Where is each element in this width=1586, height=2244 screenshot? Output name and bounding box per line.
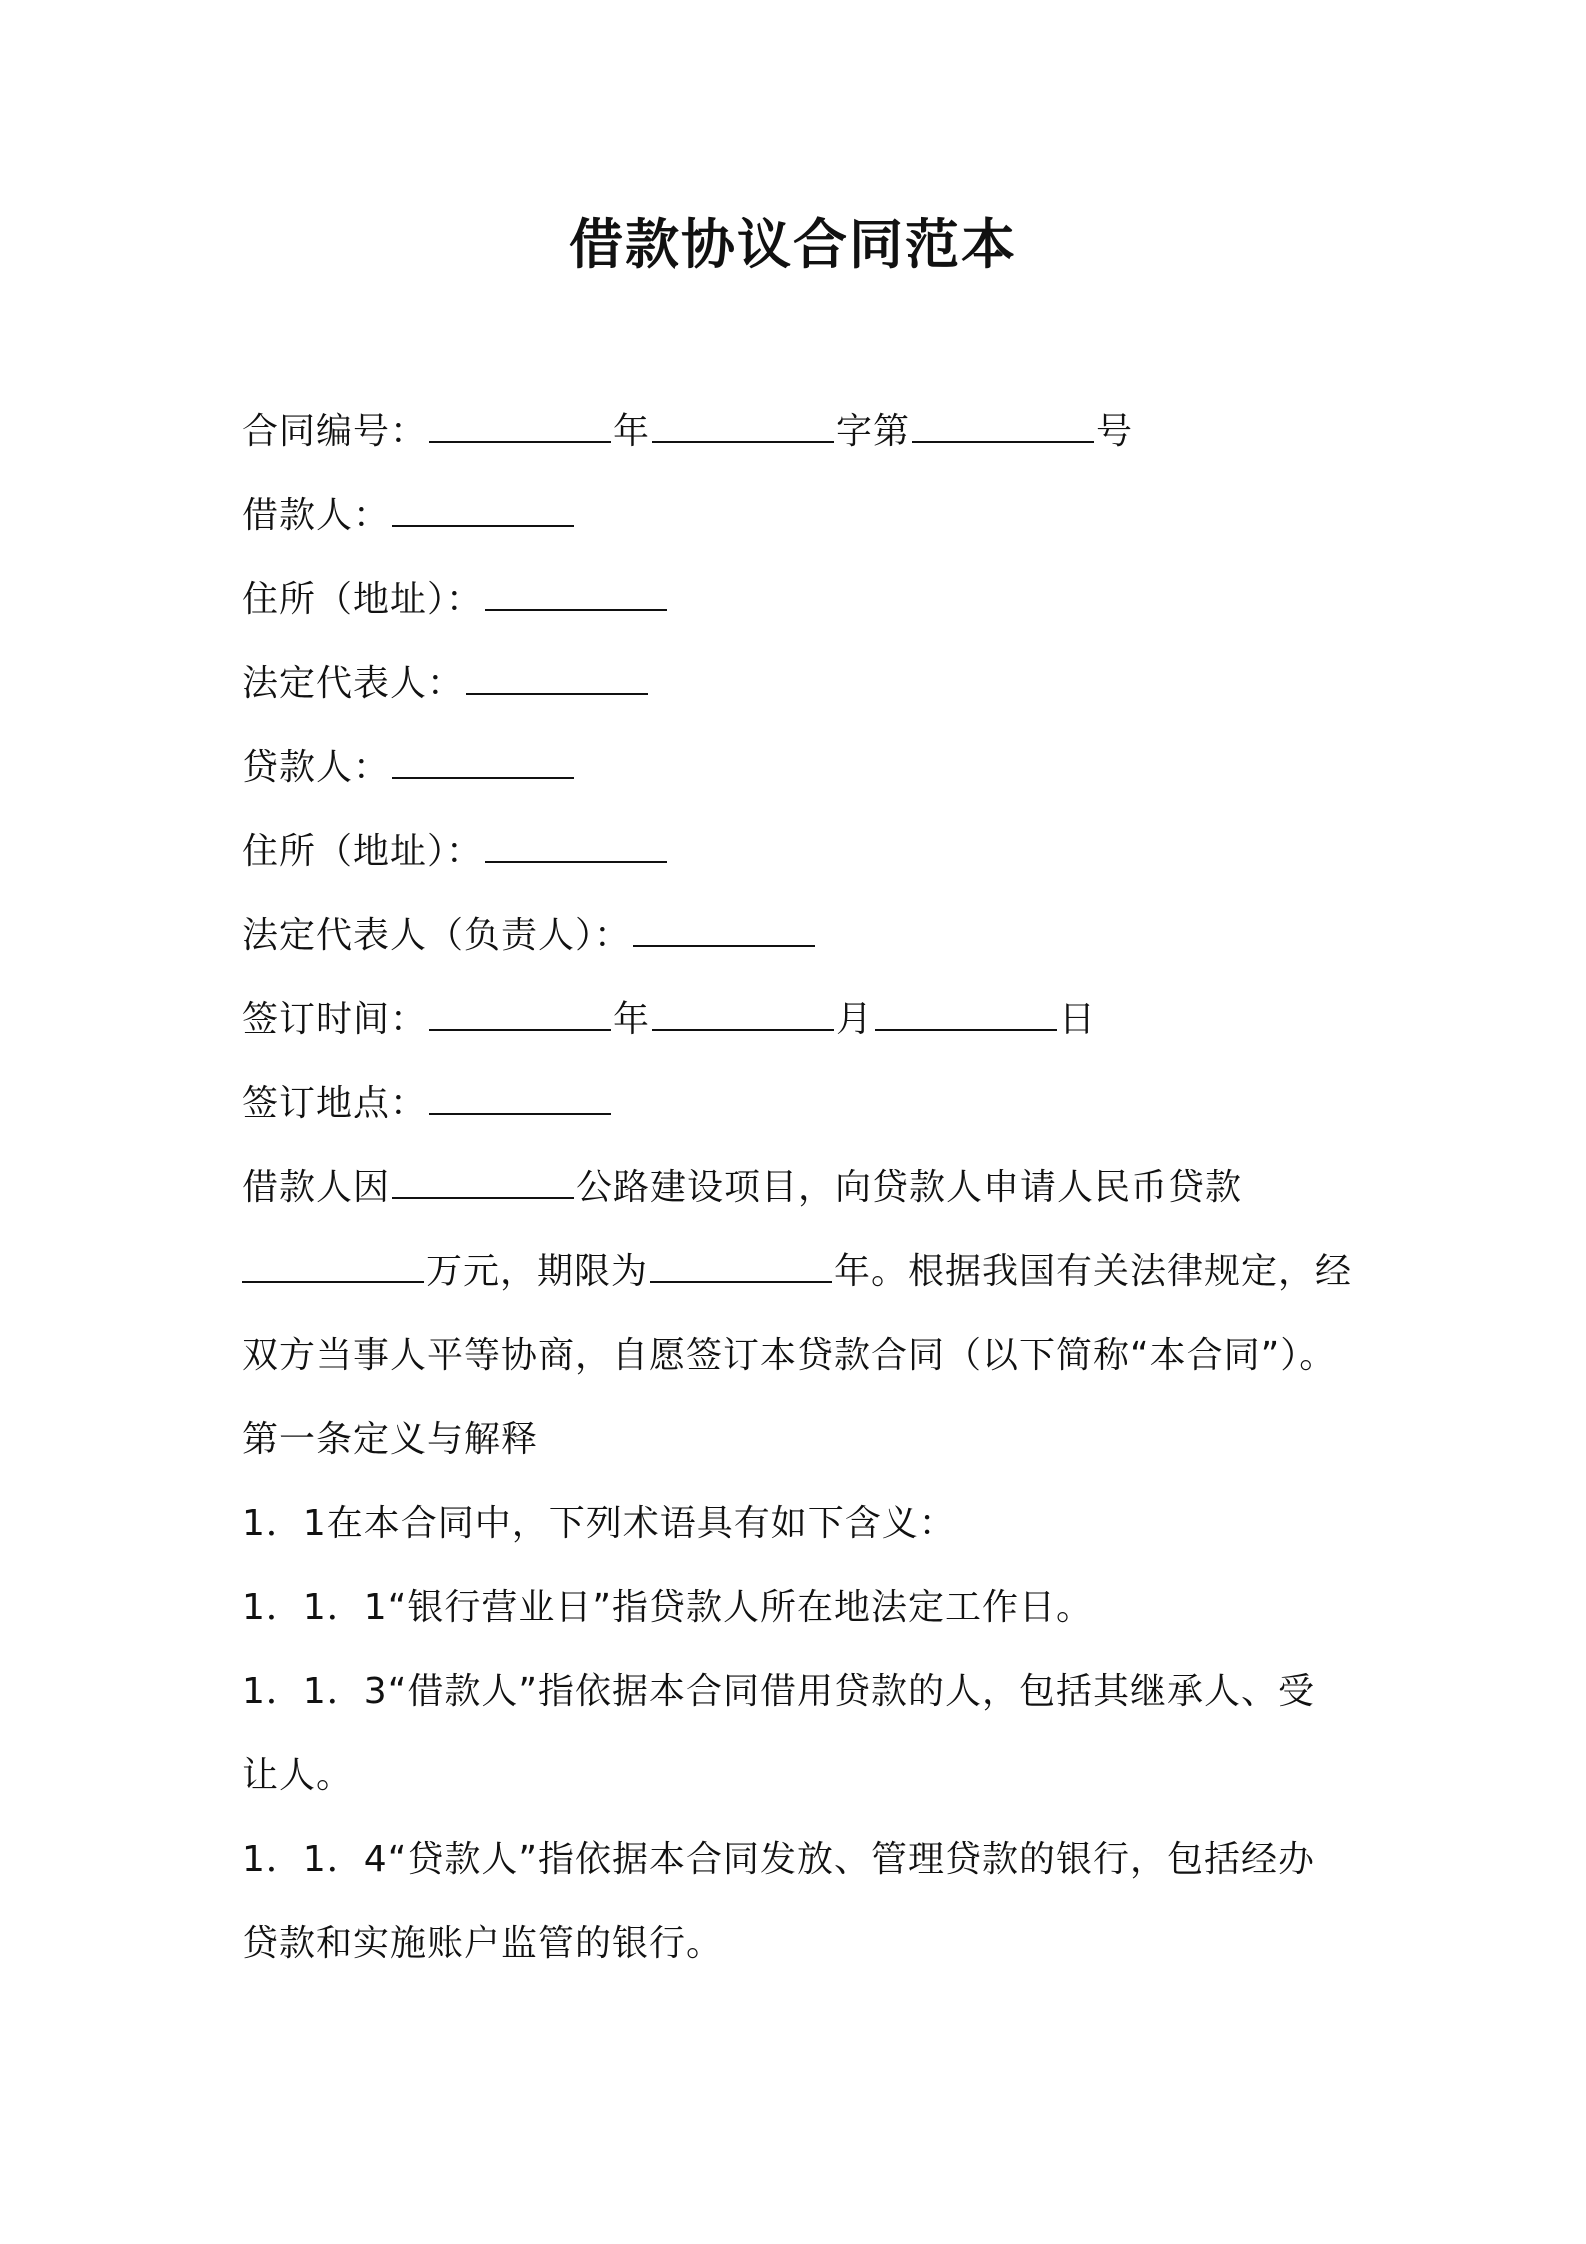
contract-number-line [242, 402, 1133, 462]
intro-amount-blank [242, 1251, 424, 1283]
borrower-label: 借款人： [242, 495, 391, 536]
article-1-heading: 第一条定义与解释 [242, 1419, 539, 1460]
clause-1-1-4-line-1: 1．1．4“贷款人”指依据本合同发放、管理贷款的银行，包括经办 [242, 1839, 1316, 1880]
contract-number-blank-3 [912, 411, 1094, 443]
intro-p2b: 年。根据我国有关法律规定，经 [834, 1251, 1353, 1292]
sign-date-blank-2 [652, 999, 834, 1031]
sign-place-label: 签订地点： [242, 1083, 428, 1124]
document-title: 借款协议合同范本 [569, 213, 1017, 276]
borrower-rep-label: 法定代表人： [242, 663, 465, 704]
sign-place-line [242, 1074, 613, 1134]
sign-date-year: 年 [613, 999, 651, 1040]
contract-number-blank-2 [652, 411, 834, 443]
clause-1-1-3-line-2: 让人。 [242, 1755, 354, 1796]
lender-blank [392, 747, 574, 779]
clause-1-1-4-line-2: 贷款和实施账户监管的银行。 [242, 1923, 724, 1964]
sign-date-month: 月 [836, 999, 874, 1040]
contract-number-hao: 号 [1096, 411, 1134, 452]
contract-number-year: 年 [613, 411, 651, 452]
borrower-rep-line [242, 654, 650, 714]
sign-date-label: 签订时间： [242, 999, 428, 1040]
contract-number-zidi: 字第 [836, 411, 911, 452]
lender-label: 贷款人： [242, 747, 391, 788]
borrower-address-blank [485, 579, 667, 611]
intro-project-blank [392, 1167, 574, 1199]
sign-place-blank [429, 1083, 611, 1115]
borrower-address-label: 住所（地址）： [242, 579, 484, 620]
borrower-line [242, 486, 576, 546]
borrower-address-line [242, 570, 669, 630]
sign-date-day: 日 [1059, 999, 1097, 1040]
intro-term-blank [650, 1251, 832, 1283]
intro-line-2 [242, 1242, 1352, 1302]
lender-rep-blank [633, 915, 815, 947]
lender-address-label: 住所（地址）： [242, 831, 484, 872]
intro-p1b: 公路建设项目，向贷款人申请人民币贷款 [576, 1167, 1243, 1208]
lender-address-blank [485, 831, 667, 863]
sign-date-blank-1 [429, 999, 611, 1031]
sign-date-blank-3 [875, 999, 1057, 1031]
clause-1-1-3-line-1: 1．1．3“借款人”指依据本合同借用贷款的人，包括其继承人、受 [242, 1671, 1316, 1712]
lender-rep-label: 法定代表人（负责人）： [242, 915, 632, 956]
sign-date-line [242, 990, 1096, 1050]
intro-line-1 [242, 1158, 1242, 1218]
lender-address-line [242, 822, 669, 882]
clause-1-1-1: 1．1．1“银行营业日”指贷款人所在地法定工作日。 [242, 1587, 1094, 1628]
intro-p1a: 借款人因 [242, 1167, 391, 1208]
contract-number-blank-1 [429, 411, 611, 443]
intro-p2a: 万元，期限为 [426, 1251, 649, 1292]
intro-line-3: 双方当事人平等协商，自愿签订本贷款合同（以下简称“本合同”）。 [242, 1335, 1337, 1376]
lender-line [242, 738, 576, 798]
borrower-rep-blank [466, 663, 648, 695]
contract-number-label: 合同编号： [242, 411, 428, 452]
borrower-blank [392, 495, 574, 527]
lender-rep-line [242, 906, 817, 966]
clause-1-1: 1．1在本合同中，下列术语具有如下含义： [242, 1503, 956, 1544]
